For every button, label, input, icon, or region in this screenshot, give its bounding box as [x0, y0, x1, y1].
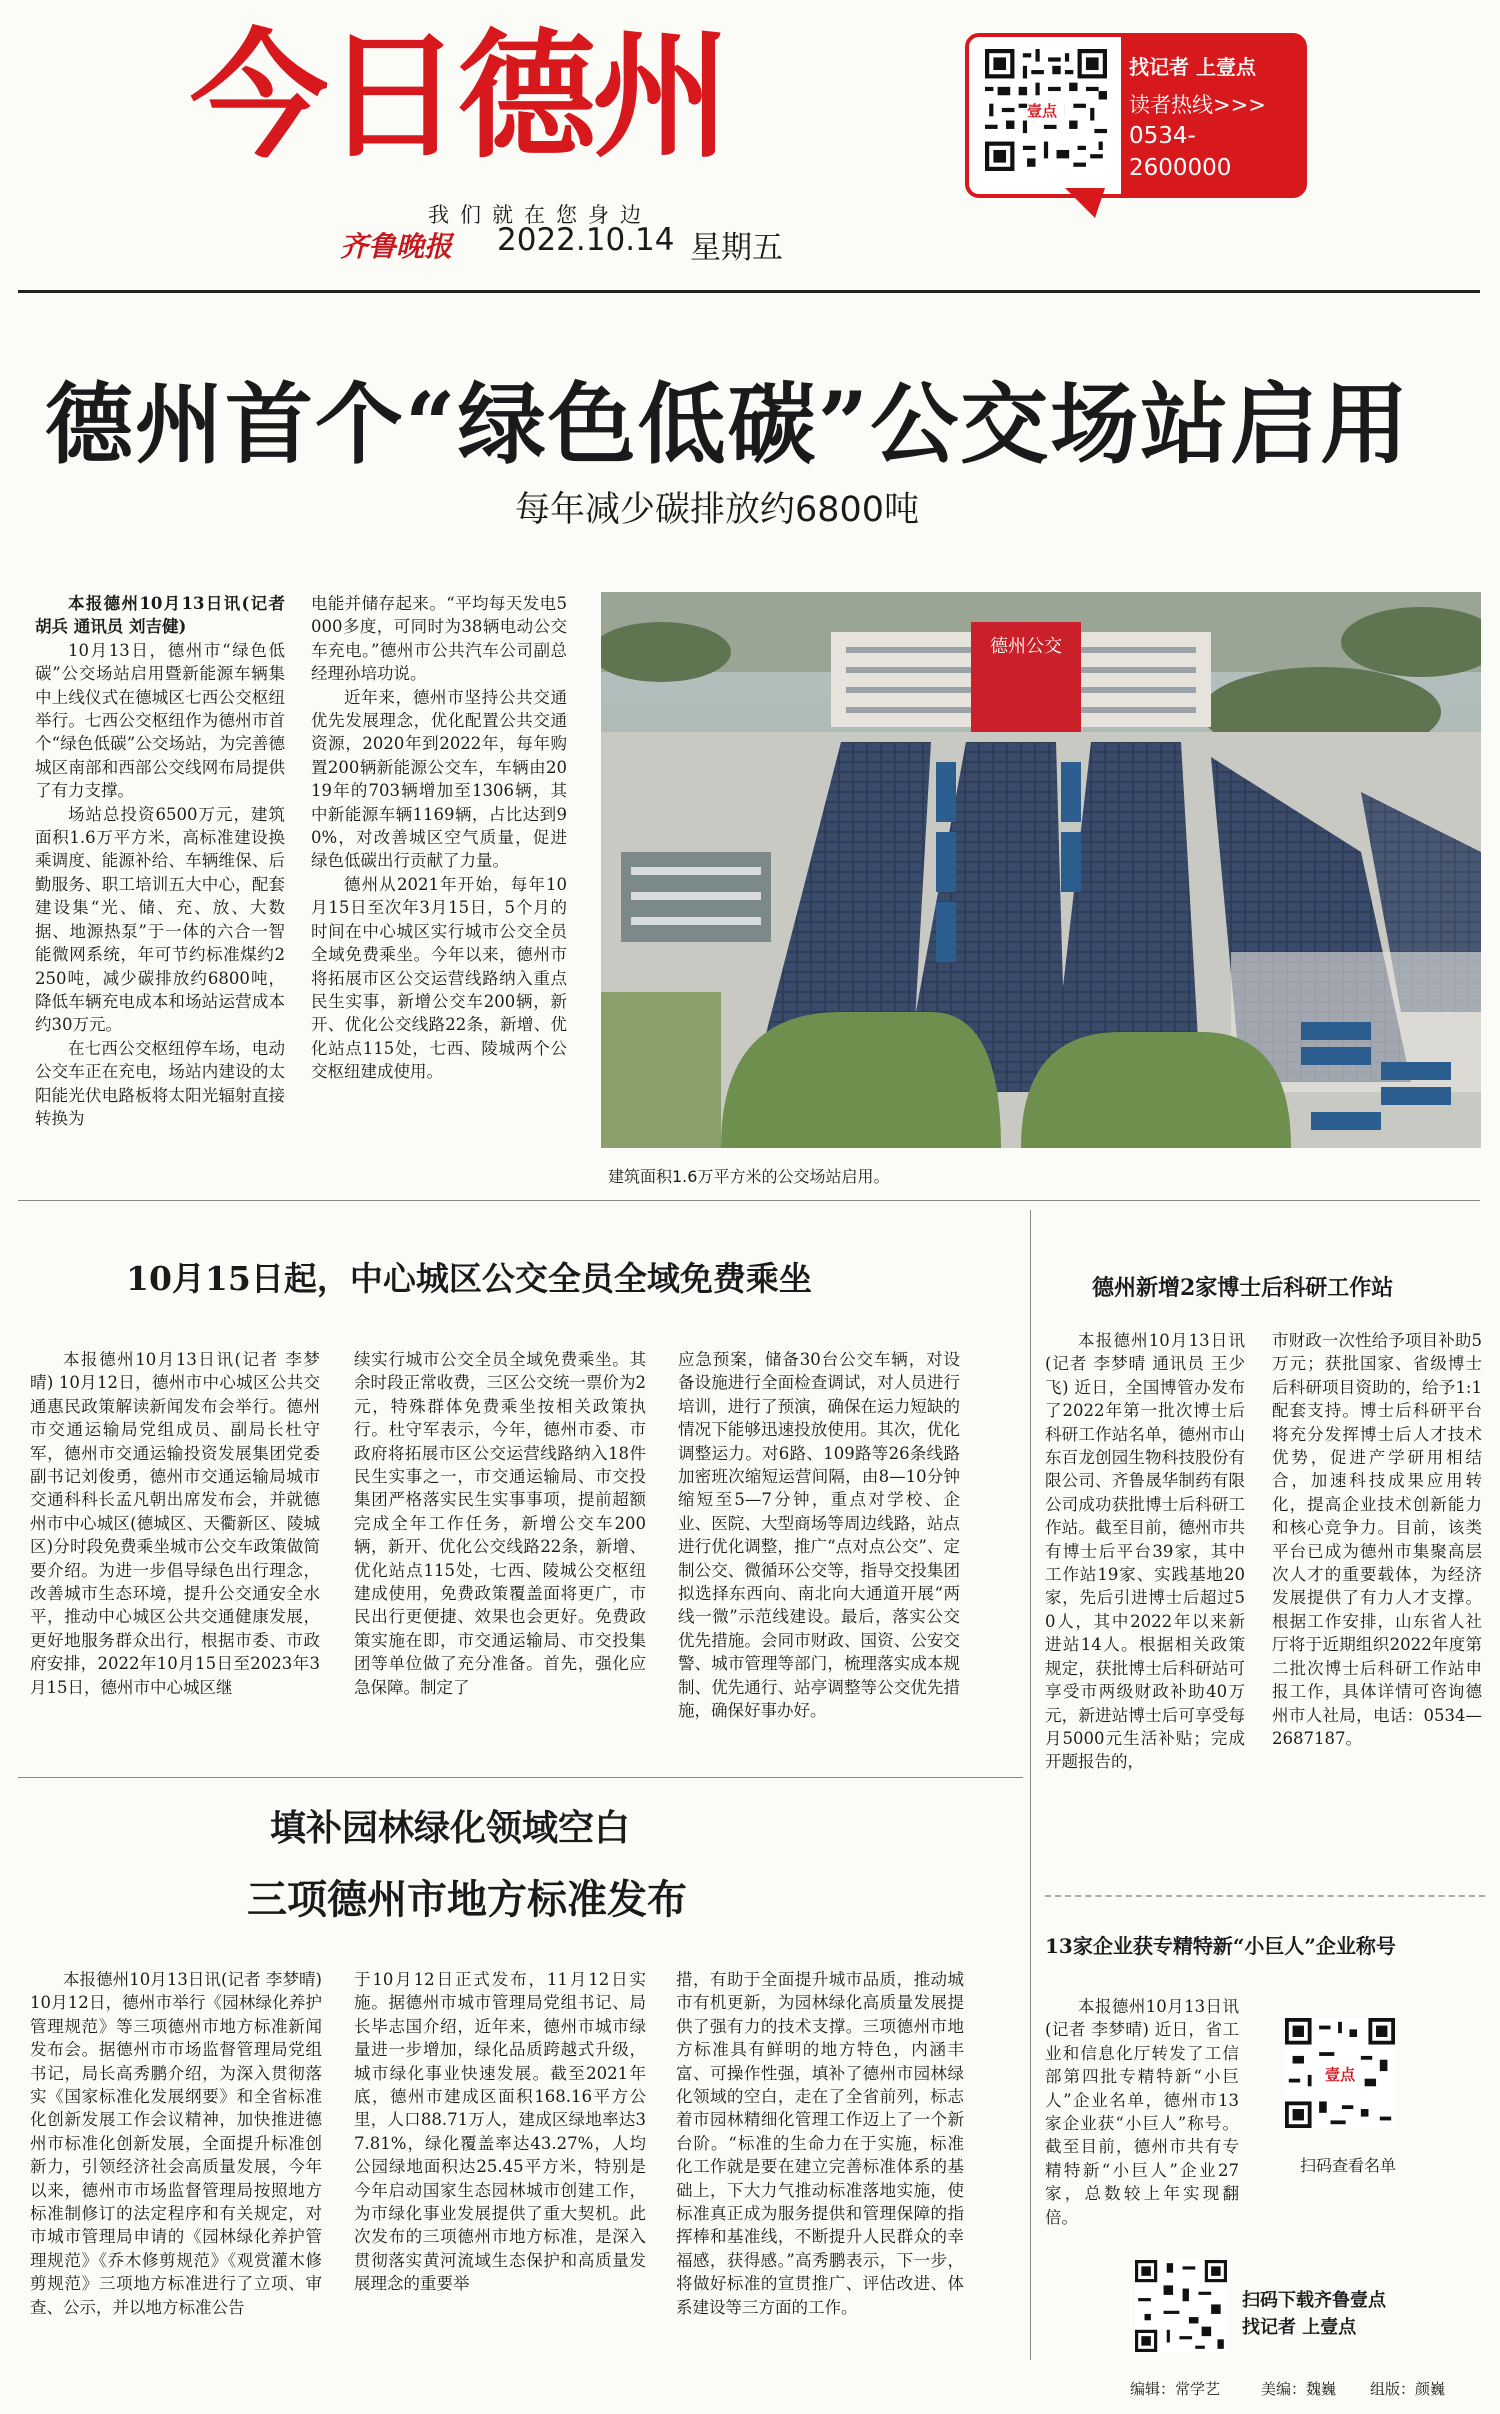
story5-headline: 13家企业获专精特新“小巨人”企业称号 [1045, 1934, 1396, 1958]
speech-tail [1065, 188, 1105, 218]
section-divider [18, 1200, 1480, 1201]
story5-text: 本报德州10月13日讯(记者 李梦晴) 近日，省工业和信息化厅转发了工信部第四批专精特新“小巨人”企业名单，德州市13家企业获“小巨人”称号。截至目前，德州市共有专精特新“小巨人”企业27家，总数较上年实现翻倍。 [1045, 1997, 1239, 2227]
story3-column-1 [1045, 1329, 1245, 1871]
lead-subheadline: 每年减少碳排放约6800吨 [515, 490, 920, 530]
bus-station-aerial-photo [601, 592, 1481, 1148]
story4-column-2 [354, 1968, 646, 2400]
story2-text: 本报德州10月13日讯(记者 李梦晴) 10月12日，德州市中心城区公共交通惠民政策解读新闻发布会举行。德州市交通运输局党组成员、副局长杜守军，德州市交通运输投资发展集团党委副书记刘俊勇，德州市交通运输局城市交通科科长孟凡朝出席发布会，并就德州市中心城区(德城区、天衢新区、陵城区)分时段免费乘坐城市公交车政策做简要介绍。为进一步倡导绿色出行理念，改善城市生态环境，提升公交通安全水平，推动中心城区公共交通健康发展，更好地服务群众出行，根据市委、市政府安排，2022年10月15日至2023年3月15日，德州市中心城区继 [30, 1350, 320, 1697]
lead-byline: 本报德州10月13日讯(记者 胡兵 通讯员 刘吉健) [35, 594, 285, 637]
story3-text: 本报德州10月13日讯(记者 李梦晴 通讯员 王少飞) 近日，全国博管办发布了2022年第一批次博士后科研工作站名单，德州市山东百龙创园生物科技股份有限公司、齐鲁晟华制药有限公司成功获批博士后科研工作站。截至目前，德州市共有博士后平台39家，其中工作站19家、实践基地20家，先后引进博士后超过50人，其中2022年以来新进站14人。根据相关政策规定，获批博士后科研站可享受市两级财政补助40万元，新进站博士后可享受每月5000元生活补贴；完成开题报告的， [1045, 1331, 1245, 1772]
box-phone-number: 2600000 [1129, 155, 1232, 181]
story3-text: 市财政一次性给予项目补助5万元；获批国家、省级博士后科研项目资助的，给予1:1配套支持。博士后科研平台将充分发挥博士后人才技术优势，促进产学研用相结合，加速科技成果应用转化，提高企业技术创新能力和核心竞争力。目前，该类平台已成为德州市集聚高层次人才的重要载体，为经济发展提供了有力人才支撑。根据工作安排，山东省人社厅将于近期组织2022年度第二批次博士后科研工作站申报工作，具体详情可咨询德州市人社局，电话：0534—2687187。 [1272, 1331, 1482, 1748]
app-promo-line2: 找记者 上壹点 [1242, 2317, 1357, 2338]
story4-column-1 [30, 1968, 322, 2400]
masthead-rule [18, 290, 1480, 293]
box-phone-prefix: 0534- [1129, 123, 1196, 149]
station-sign: 德州公交 [990, 636, 1062, 657]
section-divider [18, 1777, 1023, 1778]
lead-paragraph: 近年来，德州市坚持公共交通优先发展理念，优化配置公共交通资源，2020年到2022年，每年购置200辆新能源公交车，车辆由2019年的703辆增加至1306辆，其中新能源车辆1169辆，占比达到90%，对改善城区空气质量，促进绿色低碳出行贡献了力量。 [311, 687, 567, 871]
story2-column-2 [354, 1348, 646, 1768]
story2-text: 续实行城市公交全员全域免费乘坐。其余时段正常收费，三区公交统一票价为2元，特殊群体免费乘坐按相关政策执行。杜守军表示，今年，德州市委、市政府将拓展市区公交运营线路纳入18件民生实事之一，市交通运输局、市交投集团严格落实民生实事事项，提前超额完成全年工作任务，新增公交车200辆，新开、优化公交线路22条，新增、优化站点115处，七西、陵城公交枢纽建成使用，免费政策覆盖面将更广，市民出行更便捷、效果也会更好。免费政策实施在即，市交通运输局、市交投集团等单位做了充分准备。首先，强化应急保障。制定了 [354, 1350, 646, 1697]
qr-brand-label: 壹点 [1324, 2065, 1356, 2084]
box-line-reporter: 找记者 上壹点 [1129, 55, 1256, 79]
issue-weekday: 星期五 [690, 230, 783, 266]
qr-brand-label: 壹点 [1027, 102, 1058, 120]
story4-column-3 [676, 1968, 964, 2400]
footer-designer: 美编：魏巍 [1261, 2380, 1337, 2398]
app-promo-line1: 扫码下载齐鲁壹点 [1242, 2290, 1386, 2311]
story4-text: 本报德州10月13日讯(记者 李梦晴) 10月12日，德州市举行《园林绿化养护管理规范》等三项德州市地方标准新闻发布会。据德州市市场监督管理局党组书记，局长高秀鹏介绍，为深入贯彻落实《国家标准化发展纲要》和全省标准化创新发展工作会议精神，加快推进德州市标准化创新发展，全面提升标准创新力，引领经济社会高质量发展，今年以来，德州市市场监督管理局按照地方标准制修订的法定程序和有关规定，对市城市管理局申请的《园林绿化养护管理规范》《乔木修剪规范》《观赏灌木修剪规范》三项地方标准进行了立项、审查、公示，并以地方标准公告 [30, 1970, 322, 2317]
story2-headline: 10月15日起，中心城区公交全员全域免费乘坐 [126, 1259, 812, 1298]
story3-headline: 德州新增2家博士后科研工作站 [1092, 1275, 1394, 1301]
paper-name-logo: 齐鲁晚报 [340, 230, 453, 263]
story4-headline-line2: 三项德州市地方标准发布 [247, 1876, 687, 1923]
qr-code-icon[interactable] [1285, 2018, 1395, 2128]
app-download-qr-icon[interactable] [1135, 2260, 1227, 2352]
lead-column-1 [35, 592, 285, 1182]
story2-column-1 [30, 1348, 320, 1768]
footer-proofreader: 组版：颜巍 [1370, 2380, 1446, 2398]
story4-text: 于10月12日正式发布，11月12日实施。据德州市城市管理局党组书记、局长毕志国介绍，近年来，德州市城市绿量进一步增加，绿化品质跨越式升级，城市绿化事业快速发展。截至2021年底，德州市建成区面积168.16平方公里，人口88.71万人，建成区绿地率达37.81%，绿化覆盖率达43.27%，人均公园绿地面积达25.45平方米，特别是今年启动国家生态园林城市创建工作，为市绿化事业发展提供了重大契机。此次发布的三项德州市地方标准，是深入贯彻落实黄河流域生态保护和高质量发展理念的重要举 [354, 1970, 646, 2294]
photo-caption: 建筑面积1.6万平方米的公交场站启用。 [608, 1167, 890, 1186]
lead-headline: 德州首个“绿色低碳”公交场站启用 [45, 372, 1411, 476]
lead-paragraph: 电能并储存起来。“平均每天发电5000多度，可同时为38辆电动公交车充电。”德州市公共汽车公司副总经理孙培功说。 [311, 594, 567, 684]
story4-text: 措，有助于全面提升城市品质，推动城市有机更新，为园林绿化高质量发展提供了强有力的技术支撑。三项德州市地方标准具有鲜明的地方特色，内涵丰富、可操作性强，填补了德州市园林绿化领域的空白，走在了全省前列，标志着市园林精细化管理工作迈上了一个新台阶。“标准的生命力在于实施，标准化工作就是要在建立完善标准体系的基础上，下大力气推动标准落地实施，使标准真正成为服务提供和管理保障的指挥棒和基准线，不断提升人民群众的幸福感，获得感。”高秀鹏表示，下一步，将做好标准的宣贯推广、评估改进、体系建设等三方面的工作。 [676, 1970, 964, 2317]
lead-paragraph: 德州从2021年开始，每年10月15日至次年3月15日，5个月的时间在中心城区实行城市公交全员全域免费乘坐。今年以来，德州市将拓展市区公交运营线路纳入重点民生实事，新增公交车200辆，新开、优化公交线路22条，新增、优化站点115处，七西、陵城两个公交枢纽建成使用。 [311, 874, 567, 1082]
story4-headline-line1: 填补园林绿化领域空白 [270, 1807, 631, 1849]
column-divider [1030, 1210, 1031, 2360]
story3-column-2 [1272, 1329, 1482, 1871]
section-divider [1045, 1895, 1485, 1897]
lead-paragraph: 场站总投资6500万元，建筑面积1.6万平方米，高标准建设换乘调度、能源补给、车辆维保、后勤服务、职工培训五大中心，配套建设集“光、储、充、放、大数据、地源热泵”于一体的六合一智能微网系统，年可节约标准煤约2250吨，减少碳排放约6800吨，降低车辆充电成本和场站运营成本约30万元。 [35, 804, 285, 1035]
story5-column [1045, 1995, 1239, 2235]
box-line-hotline: 读者热线>>> [1129, 93, 1266, 117]
reader-hotline-box [965, 33, 1307, 198]
issue-date: 2022.10.14 [497, 222, 675, 258]
lead-paragraph: 10月13日，德州市“绿色低碳”公交场站启用暨新能源车辆集中上线仪式在德城区七西公交枢纽举行。七西公交枢纽作为德州市首个“绿色低碳”公交场站，为完善德城区南部和西部公交线网布局提供了有力支撑。 [35, 640, 285, 801]
masthead-slogan: 我们就在您身边 [428, 203, 652, 227]
lead-paragraph: 在七西公交枢纽停车场，电动公交车正在充电，场站内建设的太阳能光伏电路板将太阳光辐射直接转换为 [35, 1038, 285, 1128]
photo-illustration [601, 592, 1481, 1148]
footer-editor: 编辑：常学艺 [1130, 2380, 1221, 2398]
qr-caption: 扫码查看名单 [1300, 2156, 1397, 2175]
qr-code-panel [969, 37, 1125, 194]
lead-column-2 [311, 592, 567, 1182]
story2-text: 应急预案，储备30台公交车辆，对设备设施进行全面检查调试，对人员进行培训，进行了预演，确保在运力短缺的情况下能够迅速投放使用。其次，优化调整运力。对6路、109路等26条线路加密班次缩短运营间隔，由8—10分钟缩短至5—7分钟，重点对学校、企业、医院、大型商场等周边线路，站点进行优化调整，推广“点对点公交”、定制公交、微循环公交等，指导交投集团拟选择东西向、南北向大通道开展“两线一微”示范线建设。最后，落实公交优先措施。会同市财政、国资、公安交警、城市管理等部门，梳理落实成本规制、优先通行、站亭调整等公交优先措施，确保好事办好。 [678, 1350, 960, 1721]
story2-column-3 [678, 1348, 960, 1768]
masthead-title: 今日德州 [190, 16, 727, 177]
